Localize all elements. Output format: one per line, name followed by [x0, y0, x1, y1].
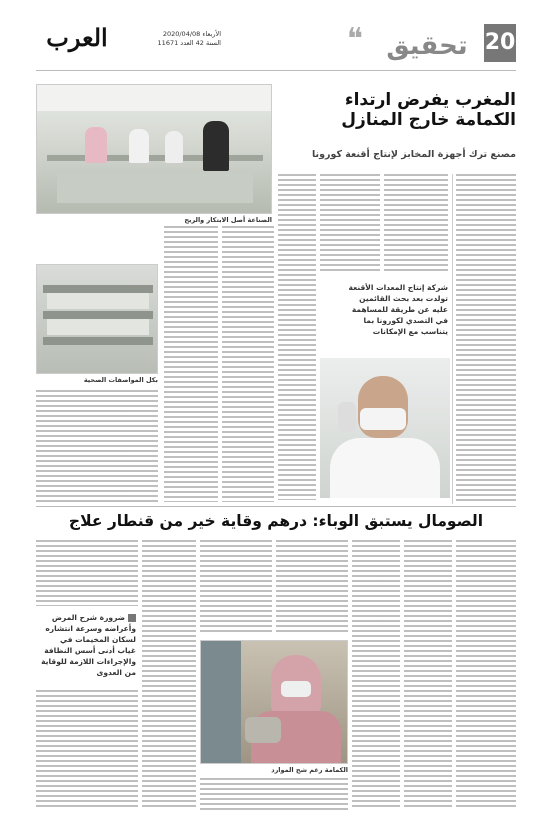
edition-date: الأربعاء 2020/04/08 [162, 30, 221, 38]
article-1-column-3 [320, 174, 380, 272]
factory-workers-photo [36, 84, 272, 214]
article-2-column-4 [276, 540, 348, 634]
article-1-subheadline: مصنع ترك أجهزة المخابز لإنتاج أقنعة كورونا [311, 149, 516, 160]
edition-issue: السنة 42 العدد 11671 [157, 39, 221, 47]
article-2-column-9 [200, 778, 348, 810]
article-1-column-6 [164, 226, 218, 502]
section-title: تحقيق [386, 31, 468, 61]
page-header [36, 20, 516, 75]
newspaper-logo: العرب [46, 23, 108, 52]
article-1-column-2 [384, 174, 448, 272]
column-divider [452, 174, 453, 504]
article-1-column-4 [278, 174, 316, 500]
header-divider [36, 70, 516, 71]
article-2-headline: الصومال يستبق الوباء: درهم وقاية خير من قنطار علاج [68, 512, 484, 530]
edition-info [131, 30, 221, 48]
article-1-column-5 [222, 226, 274, 502]
article-2-column-8 [36, 690, 138, 810]
caption-bottom-photo: الكمامة رغم شح الموارد [271, 766, 348, 774]
caption-mid-photo: بكل المواصفات الصحية [83, 376, 158, 384]
caption-top-photo: الصناعة أصل الابتكار والربح [184, 216, 272, 224]
article-divider [36, 506, 516, 507]
article-1-column-1 [456, 174, 516, 504]
article-2-column-5 [200, 540, 272, 634]
article-2-column-2 [404, 540, 452, 810]
article-2-column-7 [36, 540, 138, 606]
article-1-column-7 [36, 390, 158, 502]
man-with-mask-photo [320, 358, 450, 498]
article-2-pullquote: ضرورة شرح المرض وأعراضه وسرعة انتشاره لسكان المخيمات في غياب أدنى أسس النظافة والإجراءات اللازمة للوقاية من العدوى [41, 613, 136, 677]
article-2-column-6 [142, 540, 196, 810]
mask-production-photo [36, 264, 158, 374]
article-1-pullquote: شركة إنتاج المعدات الأقنعة تولدت بعد بحث القائمين عليه عن طريقة للمساهمة في التصدي لكورونا بما يتناسب مع الإمكانات [348, 283, 448, 336]
article-2-column-3 [352, 540, 400, 810]
quote-mark-icon: ❝ [346, 22, 364, 57]
pullquote-square-icon [128, 614, 136, 622]
article-1-headline: المغرب يفرض ارتداء الكمامة خارج المنازل [341, 90, 516, 131]
woman-with-mask-photo [200, 640, 348, 764]
article-2-column-1 [456, 540, 516, 810]
page-number: 20 [484, 24, 516, 62]
